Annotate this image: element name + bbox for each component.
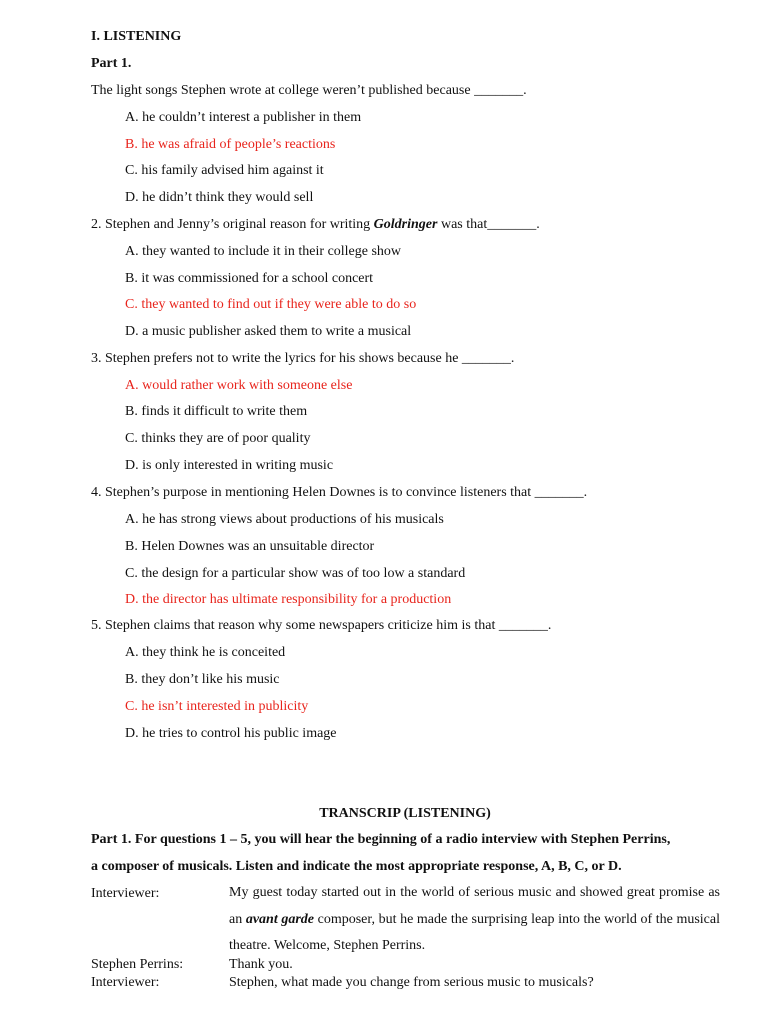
question-2-option-d: D. a music publisher asked them to write a musical [125, 324, 412, 339]
question-1-option-a: A. he couldn’t interest a publisher in them [125, 110, 362, 125]
transcript-intro-line-2: a composer of musicals. Listen and indicate the most appropriate response, A, B, C, or D. [91, 859, 622, 874]
question-5-option-b: B. they don’t like his music [125, 672, 280, 687]
speaker-label: Interviewer: [91, 886, 160, 901]
question-3-stem: 3. Stephen prefers not to write the lyrics for his shows because he _______. [91, 351, 515, 366]
question-4-option-a: A. he has strong views about productions of his musicals [125, 512, 444, 527]
question-3-option-c: C. thinks they are of poor quality [125, 431, 311, 446]
question-2-stem [91, 217, 540, 233]
question-4-option-d-answer: D. the director has ultimate responsibility for a production [125, 592, 452, 607]
question-5-option-a: A. they think he is conceited [125, 645, 286, 660]
question-2-stem-title: Goldringer [373, 217, 438, 232]
question-1-option-d: D. he didn’t think they would sell [125, 190, 314, 205]
speaker-label: Interviewer: [91, 975, 160, 990]
dialogue-text-emphasis: avant garde [245, 911, 314, 927]
dialogue-text: Stephen, what made you change from serious music to musicals? [229, 975, 594, 990]
question-3-option-b: B. finds it difficult to write them [125, 404, 308, 419]
transcript-title: TRANSCRIP (LISTENING) [319, 806, 491, 821]
question-2-option-a: A. they wanted to include it in their college show [125, 244, 402, 259]
question-1-stem: The light songs Stephen wrote at college weren’t published because _______. [91, 83, 527, 98]
part-heading: Part 1. [91, 56, 132, 71]
question-2-option-b: B. it was commissioned for a school concert [125, 271, 374, 286]
question-2-stem-pre: 2. Stephen and Jenny’s original reason for writing [91, 217, 374, 232]
question-5-option-d: D. he tries to control his public image [125, 726, 337, 741]
question-1-option-c: C. his family advised him against it [125, 163, 324, 178]
speaker-label: Stephen Perrins: [91, 957, 184, 972]
question-4-option-b: B. Helen Downes was an unsuitable director [125, 539, 375, 554]
transcript-intro-line-1: Part 1. For questions 1 – 5, you will hear the beginning of a radio interview with Stephen Perrins, [91, 832, 671, 847]
question-3-option-a-answer: A. would rather work with someone else [125, 378, 353, 393]
section-heading: I. LISTENING [91, 29, 182, 44]
question-4-option-c: C. the design for a particular show was of too low a standard [125, 566, 466, 581]
dialogue-text-post: composer, but he made the surprising leap into the world of the musical theatre. Welcome, Stephen Perrins. [229, 911, 720, 953]
dialogue-text [229, 880, 720, 960]
dialogue-text-pre: My guest today started out in the world of serious music and showed great promise as an [229, 885, 720, 927]
question-1-option-b-answer: B. he was afraid of people’s reactions [125, 137, 336, 152]
dialogue-text: Thank you. [229, 957, 293, 972]
question-5-option-c-answer: C. he isn’t interested in publicity [125, 699, 309, 714]
question-4-stem: 4. Stephen’s purpose in mentioning Helen Downes is to convince listeners that _______. [91, 485, 588, 500]
question-2-stem-post: was that_______. [437, 217, 540, 232]
question-5-stem: 5. Stephen claims that reason why some newspapers criticize him is that _______. [91, 618, 552, 633]
question-3-option-d: D. is only interested in writing music [125, 458, 334, 473]
question-2-option-c-answer: C. they wanted to find out if they were able to do so [125, 297, 417, 312]
